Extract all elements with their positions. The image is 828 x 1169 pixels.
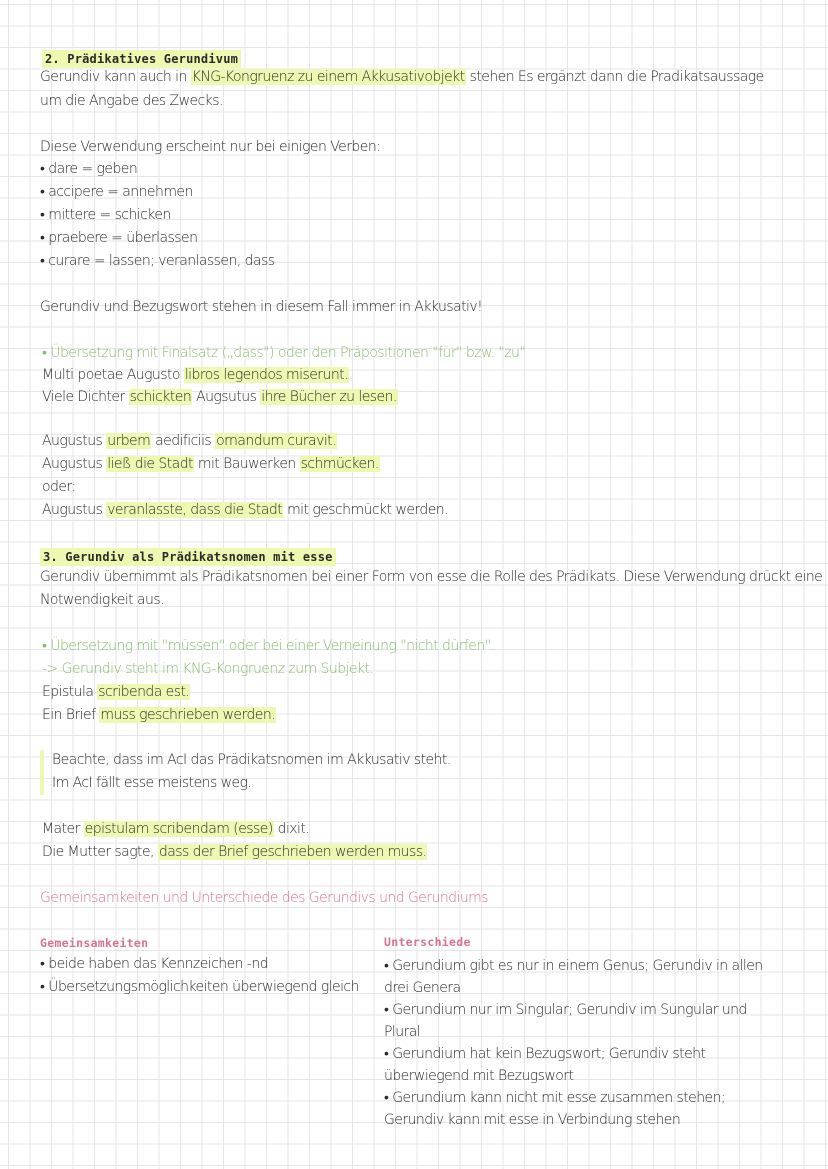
verb-item: • dare = geben <box>40 161 138 177</box>
verb-item: • curare = lassen; veranlassen, dass <box>40 253 275 269</box>
comparison-title: Gemeinsamkeiten und Unterschiede des Gerundivs und Gerundiums <box>40 890 488 906</box>
verb-item: • mittere = schicken <box>40 207 171 223</box>
example-2-latin: Augustus urbem aedificiis ornandum curavit. <box>42 433 336 449</box>
example-2-german: Augustus ließ die Stadt mit Bauwerken schmücken. <box>42 456 379 472</box>
difference-item: • Gerundium kann nicht mit esse zusammen stehen; Gerundiv kann mit esse in Verbindung stehen <box>384 1090 726 1128</box>
example-1-latin: Multi poetae Augusto libros legendos miserunt. <box>42 367 348 383</box>
section-3-intro-line2: Notwendigkeit aus. <box>40 592 164 608</box>
kng-hint: -> Gerundiv steht im KNG-Kongruenz zum Subjekt. <box>42 661 374 677</box>
musse-hint: • Übersetzung mit "müssen" oder bei einer Verneinung "nicht dürfen". <box>42 638 495 654</box>
epistula-latin: Epistula scribenda est. <box>42 684 190 700</box>
note-marker-bar <box>40 750 44 795</box>
common-heading: Gemeinsamkeiten <box>40 936 149 950</box>
differences-heading: Unterschiede <box>384 935 471 949</box>
section-2-intro-line2: um die Angabe des Zwecks. <box>40 93 223 109</box>
common-list <box>40 953 360 999</box>
example-1-german: Viele Dichter schickten Augsutus ihre Bücher zu lesen. <box>42 389 397 405</box>
difference-item: • Gerundium nur im Singular; Gerundiv im Sungular und Plural <box>384 1002 747 1040</box>
difference-item: • Gerundium hat kein Bezugswort; Gerundiv steht überwiegend mit Bezugswort <box>384 1046 706 1084</box>
section-3-intro: Gerundiv übernimmt als Prädikatsnomen bei einer Form von esse die Rolle des Prädikats. Diese Verwendung drückt eine <box>40 569 823 585</box>
aci-note-1: Beachte, dass im AcI das Prädikatsnomen im Akkusativ steht. <box>52 752 451 768</box>
section-2-heading: 2. Prädikatives Gerundivum <box>42 50 241 68</box>
mater-latin: Mater epistulam scribendam (esse) dixit. <box>42 821 310 837</box>
oder-label: oder: <box>42 479 76 495</box>
verb-item: • accipere = annehmen <box>40 184 193 200</box>
section-3-heading: 3. Gerundiv als Prädikatsnomen mit esse <box>40 548 336 566</box>
verbs-intro: Diese Verwendung erscheint nur bei einigen Verben: <box>40 139 381 155</box>
example-2-german-alt: Augustus veranlasste, dass die Stadt mit geschmückt werden. <box>42 502 448 518</box>
difference-item: • Gerundium gibt es nur in einem Genus; Gerundiv in allen drei Genera <box>384 958 763 996</box>
translation-hint: • Übersetzung mit Finalsatz („dass") oder den Präpositionen "für" bzw. "zu" <box>42 345 526 361</box>
epistula-german: Ein Brief muss geschrieben werden. <box>42 707 276 723</box>
aci-note-2: Im AcI fällt esse meistens weg. <box>52 775 252 791</box>
verb-item: • praebere = überlassen <box>40 230 198 246</box>
section-2-intro: Gerundiv kann auch in KNG-Kongruenz zu einem Akkusativobjekt stehen Es ergänzt dann die Pradikatsaussage <box>40 69 764 85</box>
differences-list <box>384 955 779 1131</box>
verb-list <box>40 158 274 273</box>
akkusativ-note: Gerundiv und Bezugswort stehen in diesem Fall immer in Akkusativ! <box>40 299 483 315</box>
mater-german: Die Mutter sagte, dass der Brief geschrieben werden muss. <box>42 844 427 860</box>
common-item: • Übersetzungsmöglichkeiten überwiegend gleich <box>40 979 359 995</box>
common-item: • beide haben das Kennzeichen -nd <box>40 956 269 972</box>
